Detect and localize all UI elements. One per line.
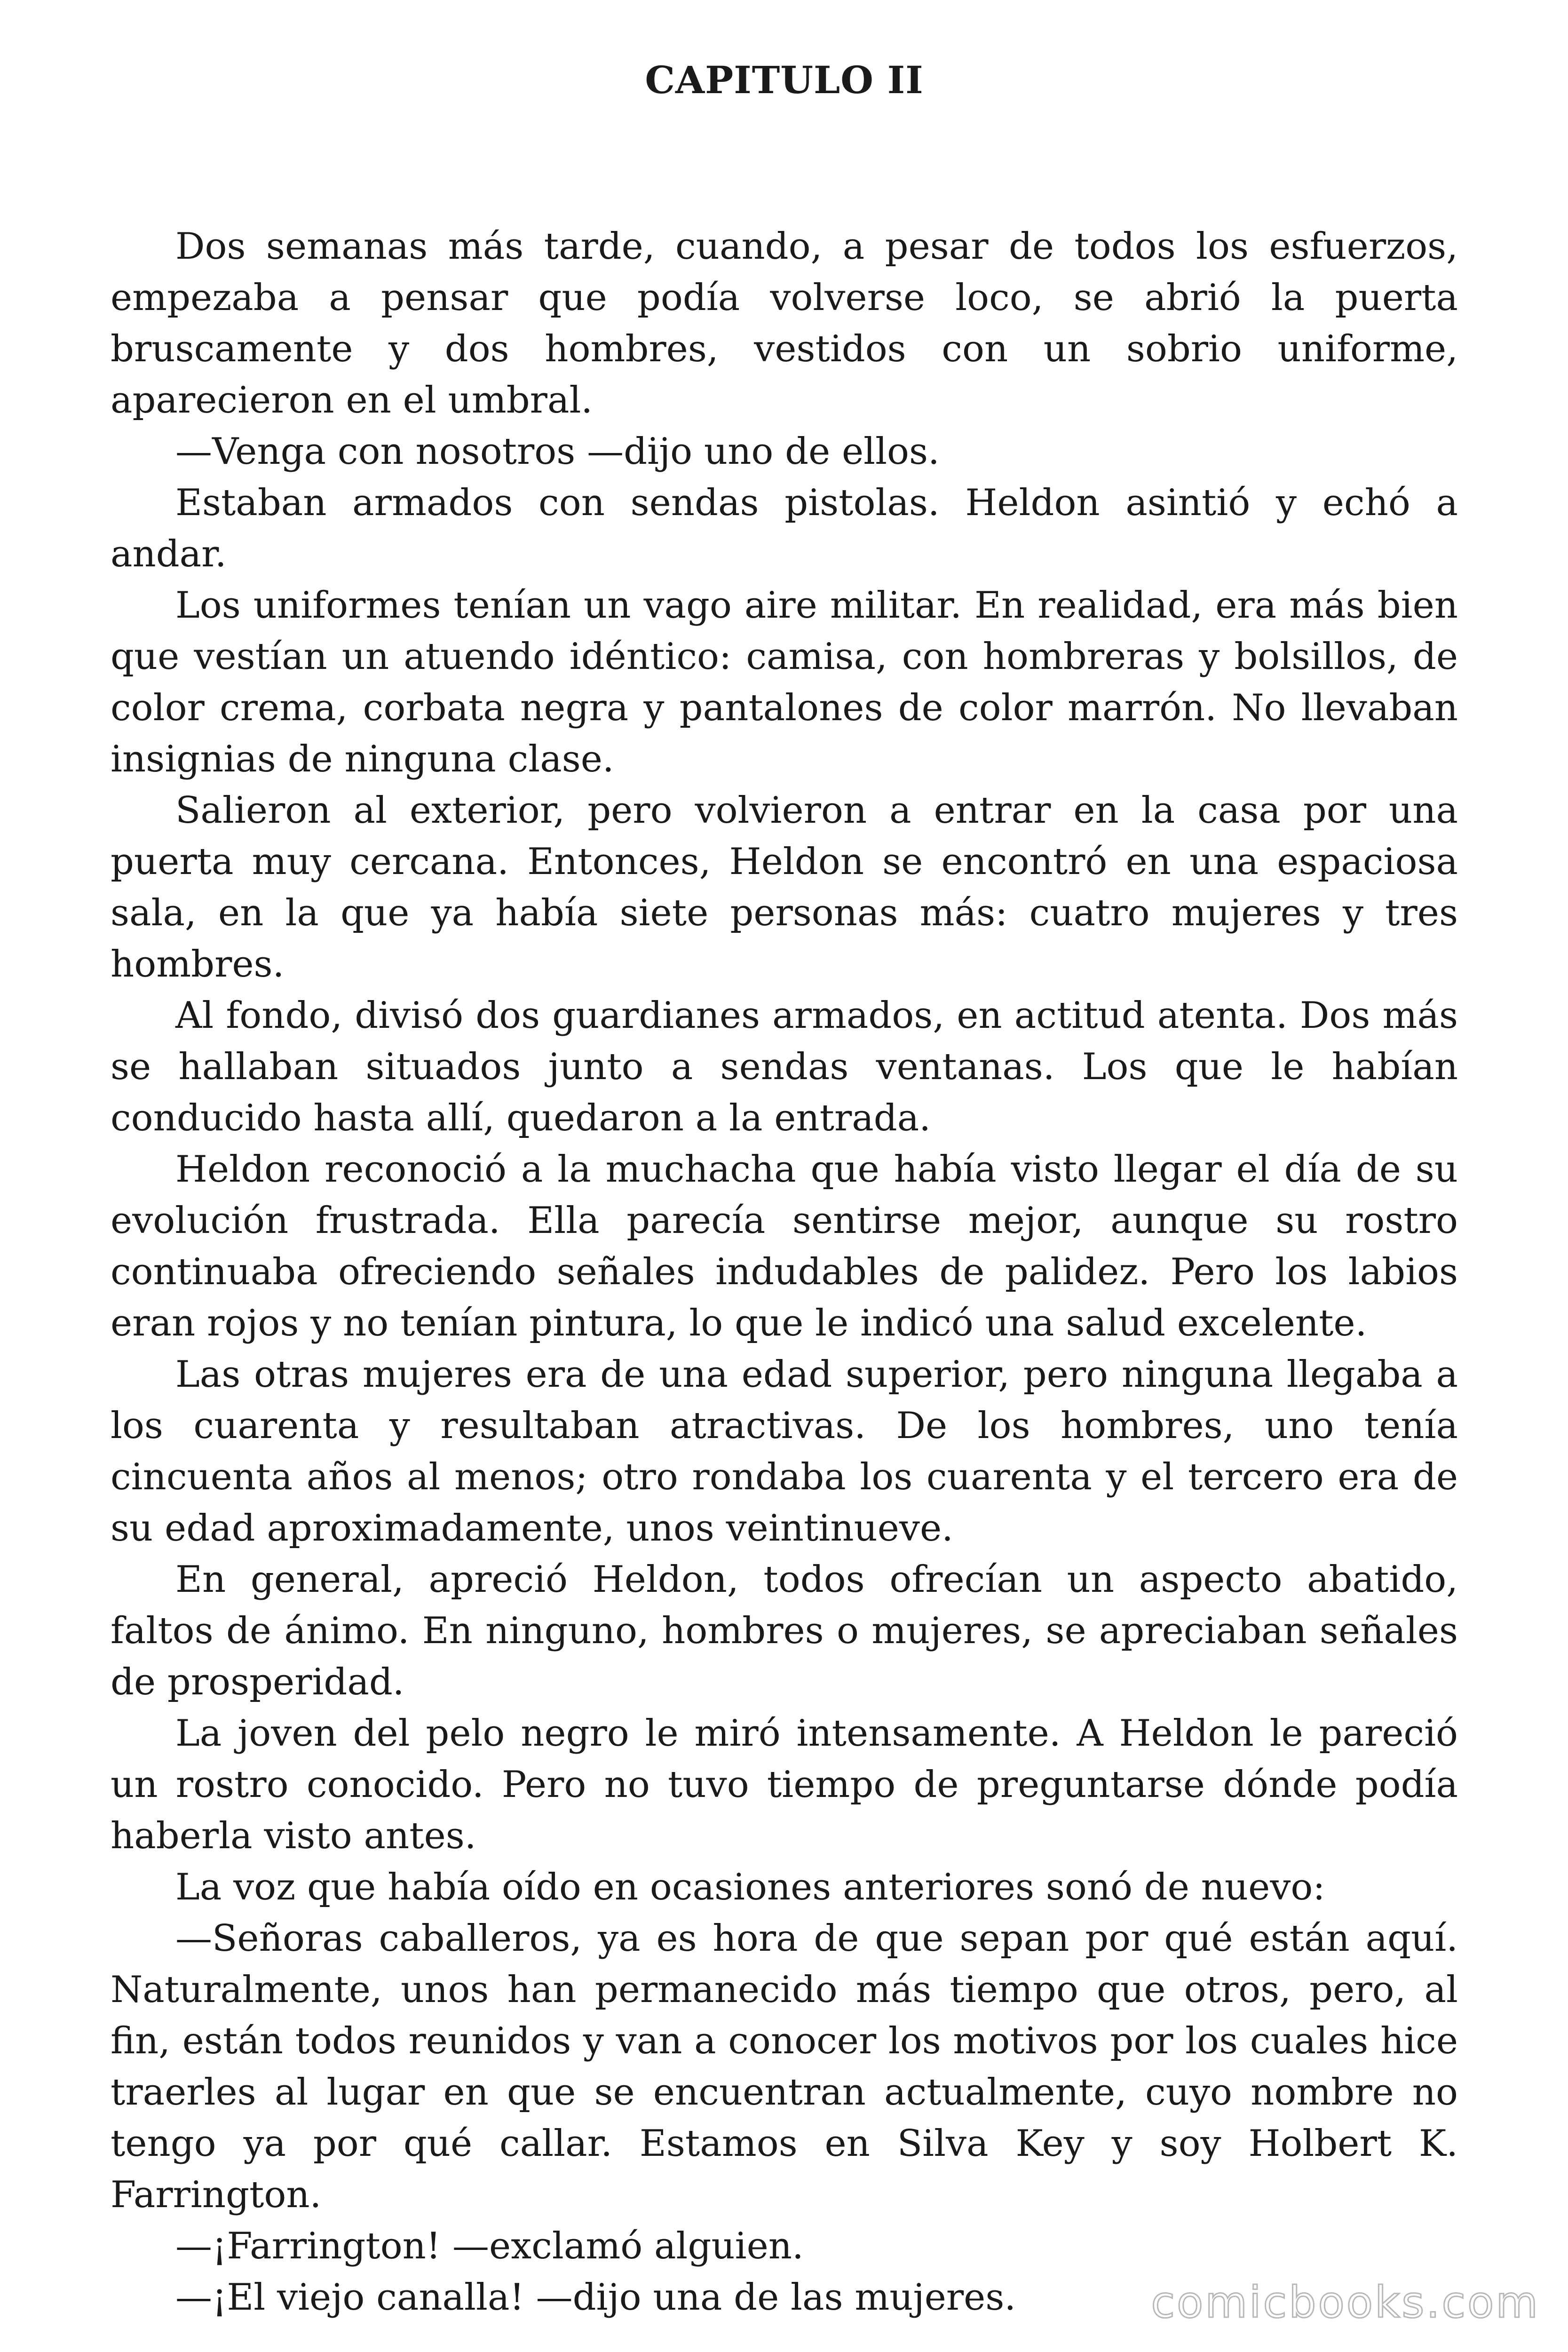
paragraph: —¡Farrington! —exclamó alguien. <box>175 2225 804 2267</box>
paragraph: Salieron al exterior, pero volvieron a entrar en la casa por una puerta muy cercana. Entonces, Heldon se encontró en una espaciosa sala, en la que ya había siete personas más: cuatro mujeres y tres hombres. <box>111 789 1458 985</box>
paragraph: La voz que había oído en ocasiones anteriores sonó de nuevo: <box>175 1866 1325 1908</box>
paragraph: —Venga con nosotros —dijo uno de ellos. <box>175 430 940 473</box>
paragraph: Heldon reconoció a la muchacha que había visto llegar el día de su evolución frustrada. Ella parecía sentirse mejor, aunque su rostro continuaba ofreciendo señales indudables de palidez. Pero los labios eran rojos y no tenían pintura, lo que le indicó una salud excelente. <box>111 1148 1458 1344</box>
paragraph: Las otras mujeres era de una edad superior, pero ninguna llegaba a los cuarenta y resultaban atractivas. De los hombres, uno tenía cincuenta años al menos; otro rondaba los cuarenta y el tercero era de su edad aproximadamente, unos veintinueve. <box>111 1353 1458 1549</box>
paragraph: Los uniformes tenían un vago aire militar. En realidad, era más bien que vestían un atuendo idéntico: camisa, con hombreras y bolsillos, de color crema, corbata negra y pantalones de color marrón. No llevaban insignias de ninguna clase. <box>111 584 1458 780</box>
chapter-title: CAPITULO II <box>645 58 924 102</box>
paragraph: —Señoras caballeros, ya es hora de que sepan por qué están aquí. Naturalmente, unos han permanecido más tiempo que otros, pero, al fin, están todos reunidos y van a conocer los motivos por los cuales hice traerles al lugar en que se encuentran actualmente, cuyo nombre no tengo ya por qué callar. Estamos en Silva Key y soy Holbert K. Farrington. <box>111 1917 1458 2216</box>
book-page <box>111 56 1458 2323</box>
paragraph: En general, apreció Heldon, todos ofrecían un aspecto abatido, faltos de ánimo. En ninguno, hombres o mujeres, se apreciaban señales de prosperidad. <box>111 1558 1458 1703</box>
paragraph: —¡El viejo canalla! —dijo una de las mujeres. <box>175 2276 1016 2319</box>
paragraph: Dos semanas más tarde, cuando, a pesar de todos los esfuerzos, empezaba a pensar que podía volverse loco, se abrió la puerta bruscamente y dos hombres, vestidos con un sobrio uniforme, aparecieron en el umbral. <box>111 225 1458 421</box>
chapter-body <box>111 221 1458 2323</box>
paragraph: La joven del pelo negro le miró intensamente. A Heldon le pareció un rostro conocido. Pero no tuvo tiempo de preguntarse dónde podía haberla visto antes. <box>111 1712 1458 1857</box>
paragraph: Al fondo, divisó dos guardianes armados, en actitud atenta. Dos más se hallaban situados junto a sendas ventanas. Los que le habían conducido hasta allí, quedaron a la entrada. <box>111 994 1458 1139</box>
watermark: comicbooks.com <box>1151 2277 1540 2328</box>
paragraph: Estaban armados con sendas pistolas. Heldon asintió y echó a andar. <box>111 482 1458 575</box>
